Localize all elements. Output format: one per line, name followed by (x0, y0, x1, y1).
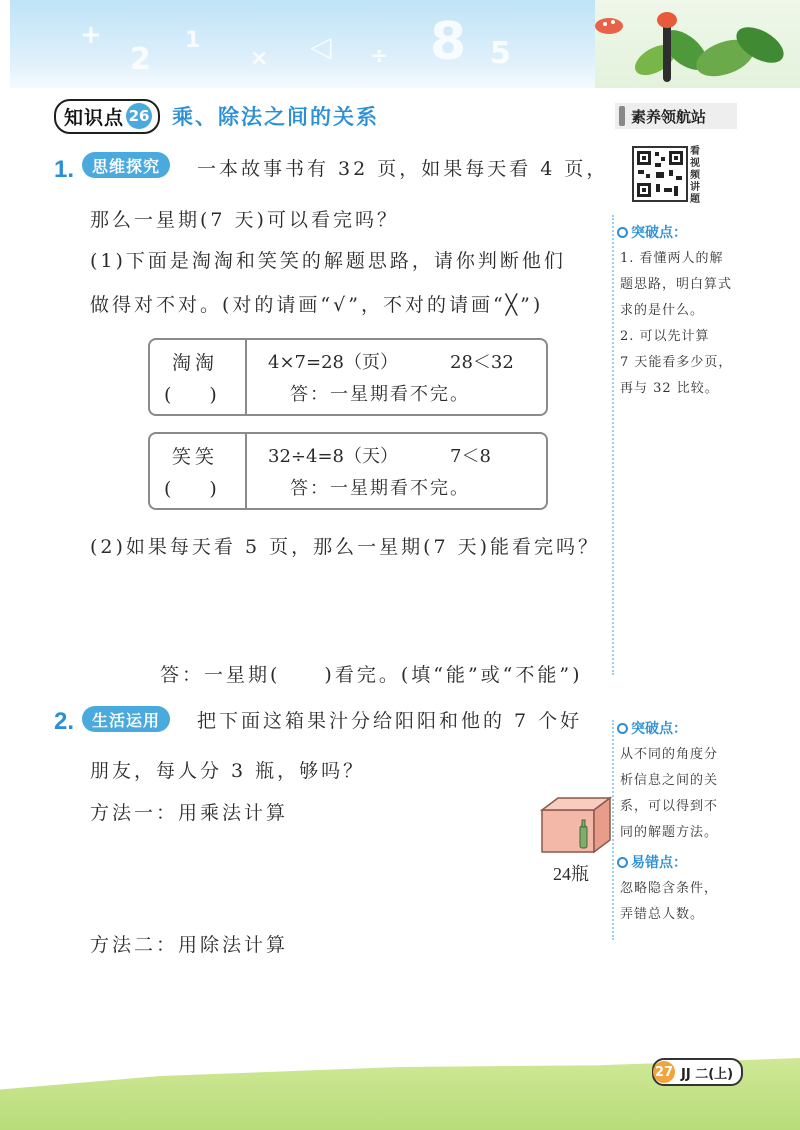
page-number: 27 (653, 1061, 675, 1083)
times-decoration-icon: × (250, 46, 269, 71)
triangle-decoration-icon: ◁ (310, 30, 332, 63)
question-1-answer-line[interactable]: 答：一星期( )看完。(填“能”或“不能”) (160, 664, 583, 686)
sidebar-notes-2 (620, 742, 770, 846)
comparison: 28＜32 (450, 352, 514, 373)
question-1-sub1-line-2: 做得对不对。(对的请画“√”，不对的请画“╳”) (90, 294, 544, 316)
student-name: 淘淘 (172, 352, 219, 374)
box-divider (245, 434, 247, 508)
question-1-tag: 思维探究 (82, 152, 170, 178)
question-1-sub1-line-1: (1)下面是淘淘和笑笑的解题思路，请你判断他们 (90, 250, 566, 272)
badge-number: 26 (126, 103, 152, 129)
question-1-line-1: 一本故事书有 32 页，如果每天看 4 页， (197, 158, 609, 180)
question-2-tag: 生活运用 (82, 706, 170, 732)
question-1-line-2: 那么一星期(7 天)可以看完吗？ (90, 209, 399, 231)
qr-label: 看视频讲题 (690, 146, 700, 205)
answer-text: 答：一星期看不完。 (290, 384, 470, 405)
sidebar-notes-3 (620, 876, 770, 928)
juice-box-icon (540, 796, 612, 854)
box-caption: 24瓶 (553, 864, 589, 884)
sidebar-header (615, 103, 737, 129)
equation: 32÷4=8（天） (268, 446, 398, 467)
badge-text: 知识点 (64, 106, 125, 129)
answer-text: 答：一星期看不完。 (290, 478, 470, 499)
digit-decoration-icon: 1 (185, 28, 201, 53)
leaf-icon (595, 0, 800, 88)
note-line: 1. 看懂两人的解 (620, 251, 724, 266)
knowledge-point-badge (54, 99, 160, 134)
label-text: 突破点： (631, 721, 687, 737)
question-1-sub2: (2)如果每天看 5 页，那么一星期(7 天)能看完吗？ (90, 536, 601, 558)
digit-decoration-icon: 2 (130, 42, 151, 77)
note-line: 题思路，明白算式 (620, 277, 733, 292)
bullet-icon (617, 857, 628, 868)
method-2: 方法二：用除法计算 (90, 934, 289, 956)
digit-decoration-icon: 8 (430, 12, 467, 72)
note-line: 忽略隐含条件， (620, 881, 719, 896)
note-line: 弄错总人数。 (620, 907, 705, 922)
page-badge (652, 1058, 743, 1086)
page-title: 乘、除法之间的关系 (172, 105, 380, 129)
sidebar-divider (612, 215, 614, 675)
sidebar-label-breakthrough-2 (617, 718, 687, 738)
note-line: 再与 32 比较。 (620, 381, 719, 396)
top-banner (10, 0, 800, 88)
qr-code-icon[interactable] (632, 146, 688, 202)
edition-label: JJ 二(上) (681, 1066, 734, 1082)
question-2-line-1: 把下面这箱果汁分给阳阳和他的 7 个好 (197, 710, 583, 732)
plus-decoration-icon: + (80, 20, 102, 50)
judgement-blank[interactable]: ( ) (164, 478, 217, 500)
note-line: 7 天能看多少页， (620, 355, 733, 370)
note-line: 从不同的角度分 (620, 747, 719, 762)
method-1: 方法一：用乘法计算 (90, 802, 289, 824)
sidebar-title: 素养领航站 (631, 107, 707, 126)
question-2-line-2: 朋友，每人分 3 瓶，够吗？ (90, 760, 366, 782)
note-line: 同的解题方法。 (620, 825, 719, 840)
question-1-number: 1. (54, 156, 75, 183)
sidebar-divider (612, 720, 614, 940)
judgement-blank[interactable]: ( ) (164, 384, 217, 406)
sidebar-label-breakthrough (617, 222, 687, 242)
plant-decoration (595, 0, 800, 88)
note-line: 求的是什么。 (620, 303, 705, 318)
equation: 4×7=28（页） (268, 352, 398, 373)
knowledge-point-heading (54, 99, 379, 133)
student-name: 笑笑 (172, 446, 219, 468)
question-2-number: 2. (54, 708, 75, 735)
taotao-answer-box (148, 338, 548, 416)
lighthouse-icon (619, 106, 625, 126)
note-line: 系，可以得到不 (620, 799, 719, 814)
sidebar-notes-1 (620, 246, 770, 402)
bullet-icon (617, 227, 628, 238)
digit-decoration-icon: 5 (490, 36, 511, 71)
box-divider (245, 340, 247, 414)
divide-decoration-icon: ÷ (370, 44, 389, 69)
comparison: 7＜8 (450, 446, 491, 467)
label-text: 突破点： (631, 225, 687, 241)
note-line: 析信息之间的关 (620, 773, 719, 788)
label-text: 易错点： (631, 855, 687, 871)
xiaoxiao-answer-box (148, 432, 548, 510)
note-line: 2. 可以先计算 (620, 329, 710, 344)
bullet-icon (617, 723, 628, 734)
sidebar-label-pitfall (617, 852, 687, 872)
